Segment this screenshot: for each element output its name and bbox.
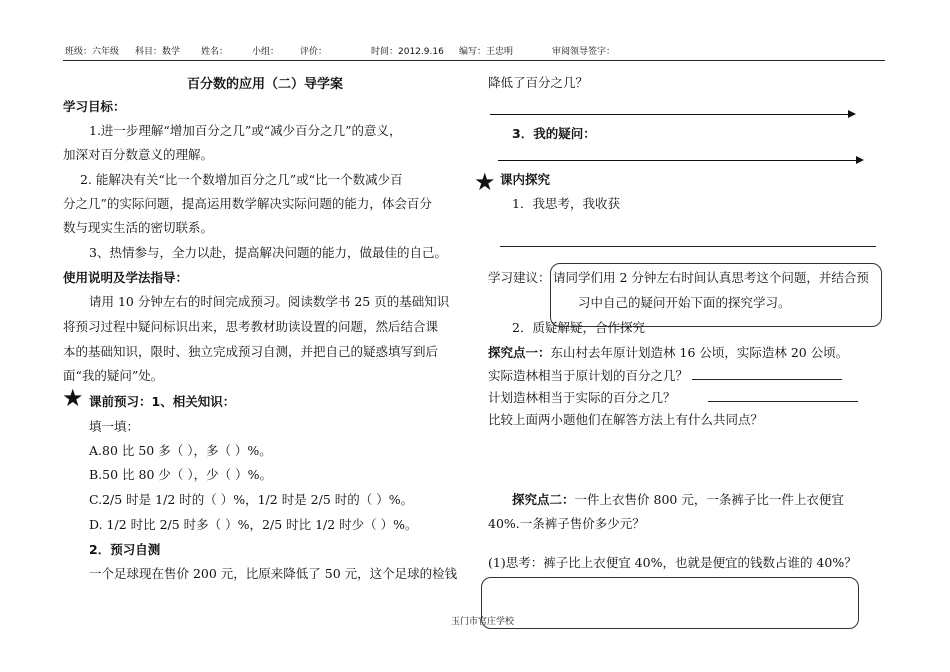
page-title: 百分数的应用（二）导学案	[187, 77, 344, 92]
advice-label: 学习建议：	[488, 270, 551, 285]
answer-line	[500, 246, 876, 247]
usage-line-3: 本的基础知识，限时、独立完成预习自测，并把自己的疑惑填写到后	[63, 344, 439, 359]
point-1-q3: 比较上面两小题他们在解答方法上有什么共同点？	[488, 412, 764, 427]
inclass-item-1: 1．我思考，我收获	[512, 196, 620, 211]
selftest-line-2: 降低了百分之几？	[488, 75, 589, 90]
point-2-line-2: 40%.一条裤子售价多少元？	[488, 516, 645, 531]
question-d: D. 1/2 时比 2/5 时多（ ）%，2/5 时比 1/2 时少（ ）%。	[89, 517, 418, 532]
advice-line-2: 习中自己的疑问开始下面的探究学习。	[578, 295, 791, 310]
point-1-q2-row	[488, 388, 858, 406]
header-grade: 班级：六年级	[65, 47, 120, 57]
arrow-line-top	[490, 114, 854, 115]
inclass-heading: 课内探究	[500, 172, 551, 187]
arrow-line-doubts	[498, 160, 862, 161]
point-1-q1: 实际造林相当于原计划的百分之几？	[488, 368, 689, 383]
goal-2c: 数与现实生活的密切联系。	[63, 220, 214, 235]
question-b: B.50 比 80 少（ ），少（ ）%。	[89, 467, 272, 482]
goal-2b: 分之几”的实际问题，提高运用数学解决实际问题的能力，体会百分	[63, 196, 432, 211]
usage-line-2: 将预习过程中疑问标识出来，思考教材助读设置的问题，然后结合课	[63, 319, 439, 334]
goal-1a: 1.进一步理解“增加百分之几”或“减少百分之几”的意义，	[89, 123, 402, 138]
point-2-text: 一件上衣售价 800 元，一条裤子比一件上衣便宜	[574, 492, 844, 507]
header-author: 编写：王忠明	[459, 47, 514, 57]
question-c: C.2/5 时是 1/2 时的（ ）%，1/2 时是 2/5 时的（ ）%。	[89, 492, 414, 507]
header-group: 小组：	[252, 47, 280, 57]
star-icon-inclass: ★	[474, 168, 496, 196]
header-time: 时间：2012.9.16	[371, 47, 444, 57]
think-question: (1)思考：裤子比上衣便宜 40%，也就是便宜的钱数占谁的 40%？	[488, 555, 857, 570]
doubts-heading: 3．我的疑问：	[512, 126, 596, 141]
selftest-heading: 2．预习自测	[89, 542, 161, 557]
goal-1b: 加深对百分数意义的理解。	[63, 147, 214, 162]
point-1-label: 探究点一：	[488, 345, 551, 360]
advice-line-1: 请同学们用 2 分钟左右时间认真思考这个问题，并结合预	[553, 270, 869, 285]
usage-heading: 使用说明及学法指导：	[63, 270, 189, 285]
goals-heading: 学习目标：	[63, 99, 126, 114]
answer-blank-2[interactable]	[708, 389, 858, 402]
usage-line-1: 请用 10 分钟左右的时间完成预习。阅读数学书 25 页的基础知识	[89, 294, 450, 309]
preview-heading: 课前预习：1、相关知识：	[89, 394, 236, 409]
question-a: A.80 比 50 多（ ），多（ ）%。	[89, 443, 272, 458]
header-name: 姓名：	[201, 47, 229, 57]
point-2-label: 探究点二：	[512, 492, 575, 507]
answer-blank-1[interactable]	[692, 367, 842, 380]
usage-line-4: 面“我的疑问”处。	[63, 368, 164, 383]
goal-2a: 2. 能解决有关“比一个数增加百分之几”或“比一个数减少百	[80, 172, 403, 187]
header-subject: 科目：数学	[135, 47, 181, 57]
selftest-line-1: 一个足球现在售价 200 元，比原来降低了 50 元，这个足球的检钱	[89, 566, 458, 581]
answer-box[interactable]	[481, 577, 859, 629]
footer-school: 玉门市官庄学校	[451, 617, 515, 627]
inclass-item-2: 2．质疑解疑，合作探究	[512, 320, 645, 335]
header-evaluation: 评价：	[300, 47, 328, 57]
point-1	[488, 343, 848, 361]
point-1-text: 东山村去年原计划造林 16 公顷，实际造林 20 公顷。	[550, 345, 849, 360]
star-icon: ★	[62, 384, 84, 412]
header-reviewer: 审阅领导签字：	[552, 47, 616, 57]
header-rule	[63, 60, 885, 61]
fill-in-label: 填一填：	[89, 419, 140, 434]
point-2	[512, 490, 844, 508]
point-1-q1-row	[488, 366, 842, 384]
point-1-q2: 计划造林相当于实际的百分之几？	[488, 390, 676, 405]
goal-3: 3、热情参与，全力以赴，提高解决问题的能力，做最佳的自己。	[89, 245, 447, 260]
